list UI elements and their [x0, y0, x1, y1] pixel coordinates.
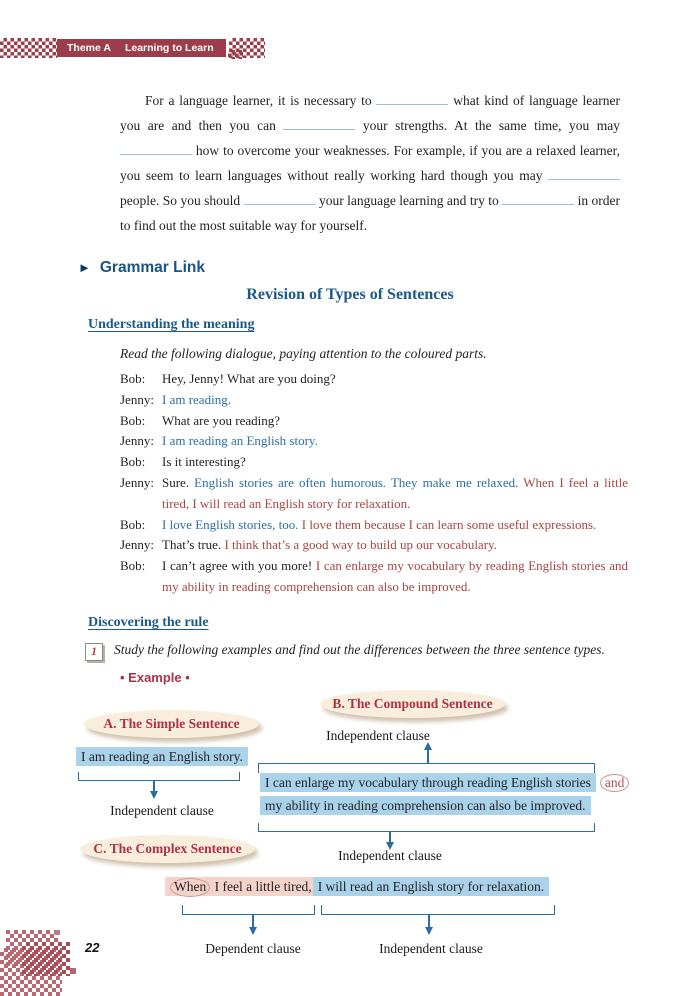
dialogue-text: That’s true. I think that’s a good way to build up our vocabulary.	[162, 537, 497, 553]
checker-dots-trailing	[228, 50, 243, 59]
theme-title: Learning to Learn	[124, 42, 214, 54]
fill-in-blank	[502, 191, 574, 205]
dialogue-line	[120, 411, 628, 432]
simple-sentence-text: I am reading an English story.	[76, 747, 248, 766]
task-text: Study the following examples and find out the differences between the three sentence types.	[114, 641, 605, 657]
theme-banner	[57, 39, 226, 57]
page-header	[0, 38, 265, 58]
arrow-down-icon	[252, 914, 254, 928]
subordinator-circled: When	[170, 878, 210, 897]
dialogue-text: Is it interesting?	[162, 454, 246, 470]
speaker-label: Bob:	[120, 558, 146, 574]
fill-in-blank	[283, 116, 355, 130]
footer-checker-pattern	[22, 942, 70, 976]
speaker-label: Jenny:	[120, 537, 154, 553]
compound-top-bracket	[258, 763, 595, 773]
dependent-clause-text	[165, 877, 313, 896]
speaker-label: Bob:	[120, 371, 146, 386]
speaker-label: Bob:	[120, 516, 146, 532]
independent-clause-label: Independent clause	[379, 940, 483, 956]
fill-in-blank	[120, 141, 192, 155]
speaker-label: Bob:	[120, 454, 146, 470]
reading-instruction: Read the following dialogue, paying attention to the coloured parts.	[120, 346, 487, 361]
grammar-link-heading	[78, 259, 700, 277]
footer-checker-dot	[70, 968, 76, 974]
dialogue-line	[120, 556, 628, 598]
sentence-types-diagram	[0, 685, 700, 975]
dialogue-line	[120, 390, 628, 411]
dialogue-text: I am reading an English story.	[162, 433, 318, 449]
example-label: • Example •	[120, 669, 190, 685]
compound-bottom-bracket	[258, 823, 595, 832]
understanding-heading: Understanding the meaning	[88, 317, 255, 332]
dialogue-text: Sure. English stories are often humorous. They make me relaxed. When I feel a little tired, I will read an English story for relaxation.	[162, 474, 628, 511]
simple-sentence-oval: A. The Simple Sentence	[84, 710, 259, 738]
dialogue-line	[120, 473, 628, 515]
arrow-up-icon	[427, 749, 429, 763]
compound-sentence-oval: B. The Compound Sentence	[320, 690, 505, 718]
dialogue-text: I love English stories, too. I love them because I can learn some useful expressions.	[162, 516, 597, 532]
theme-label: Theme A	[67, 42, 111, 54]
dialogue-text: I am reading.	[162, 391, 231, 407]
intro-paragraph: For a language learner, it is necessary to what kind of language learner you are and then you can your strengths. At the same time, you may how to overcome your weaknesses. For example, if you are a relaxed learner, you seem to learn languages without really working hard though you may people. So you should your language learning and try to in order to find out the most suitable way for yourself.	[120, 93, 620, 233]
fill-in-blank	[244, 191, 316, 205]
checker-pattern-left	[0, 38, 57, 58]
complex-right-bracket	[321, 905, 555, 915]
speaker-label: Jenny:	[120, 433, 154, 449]
conjunction-circled: and	[600, 774, 630, 792]
compound-clause-2	[260, 798, 591, 814]
arrow-down-icon	[153, 780, 155, 792]
dialogue-line	[120, 431, 628, 452]
compound-top-clause-label: Independent clause	[326, 727, 430, 743]
fill-in-blank	[376, 91, 448, 105]
speaker-label: Jenny:	[120, 391, 154, 407]
arrow-down-icon	[389, 831, 391, 843]
page-title: Revision of Types of Sentences	[246, 286, 454, 303]
simple-clause-label: Independent clause	[110, 802, 214, 818]
complex-sentence-example	[165, 878, 549, 897]
triangle-bullet-icon: ►	[78, 260, 91, 275]
arrow-down-icon	[428, 914, 430, 928]
independent-clause-text: I will read an English story for relaxation.	[313, 877, 549, 896]
page-body	[0, 88, 700, 975]
speaker-label: Jenny:	[120, 474, 154, 490]
simple-bracket	[78, 772, 240, 781]
compound-clause-1	[260, 775, 629, 791]
dialogue-text: Hey, Jenny! What are you doing?	[162, 371, 336, 386]
page-number: 22	[85, 940, 100, 955]
discovering-heading: Discovering the rule	[88, 614, 209, 630]
task-number-icon: 1	[85, 643, 103, 661]
grammar-link-label: Grammar Link	[99, 259, 205, 276]
dialogue-line	[120, 515, 628, 536]
compound-bottom-clause-label: Independent clause	[338, 847, 442, 863]
complex-left-bracket	[182, 905, 315, 915]
simple-sentence-example	[76, 749, 248, 765]
dialogue	[120, 369, 628, 598]
dialogue-line	[120, 369, 628, 390]
complex-sentence-oval: C. The Complex Sentence	[80, 835, 255, 863]
fill-in-blank	[548, 166, 620, 180]
speaker-label: Bob:	[120, 412, 146, 428]
dependent-clause-label: Dependent clause	[205, 940, 301, 956]
compound-clause-2-text: my ability in reading comprehension can also be improved.	[260, 796, 591, 815]
compound-clause-1-text: I can enlarge my vocabulary through reading English stories	[260, 773, 596, 792]
task-item	[85, 642, 645, 661]
dialogue-text: I can’t agree with you more! I can enlarge my vocabulary by reading English stories and my ability in reading comprehension can also be improved.	[162, 558, 628, 594]
dialogue-line	[120, 535, 628, 556]
dependent-clause-rest: I feel a little tired,	[211, 878, 312, 894]
footer-checker-dot	[55, 930, 60, 935]
dialogue-text: What are you reading?	[162, 412, 281, 428]
dialogue-line	[120, 452, 628, 473]
